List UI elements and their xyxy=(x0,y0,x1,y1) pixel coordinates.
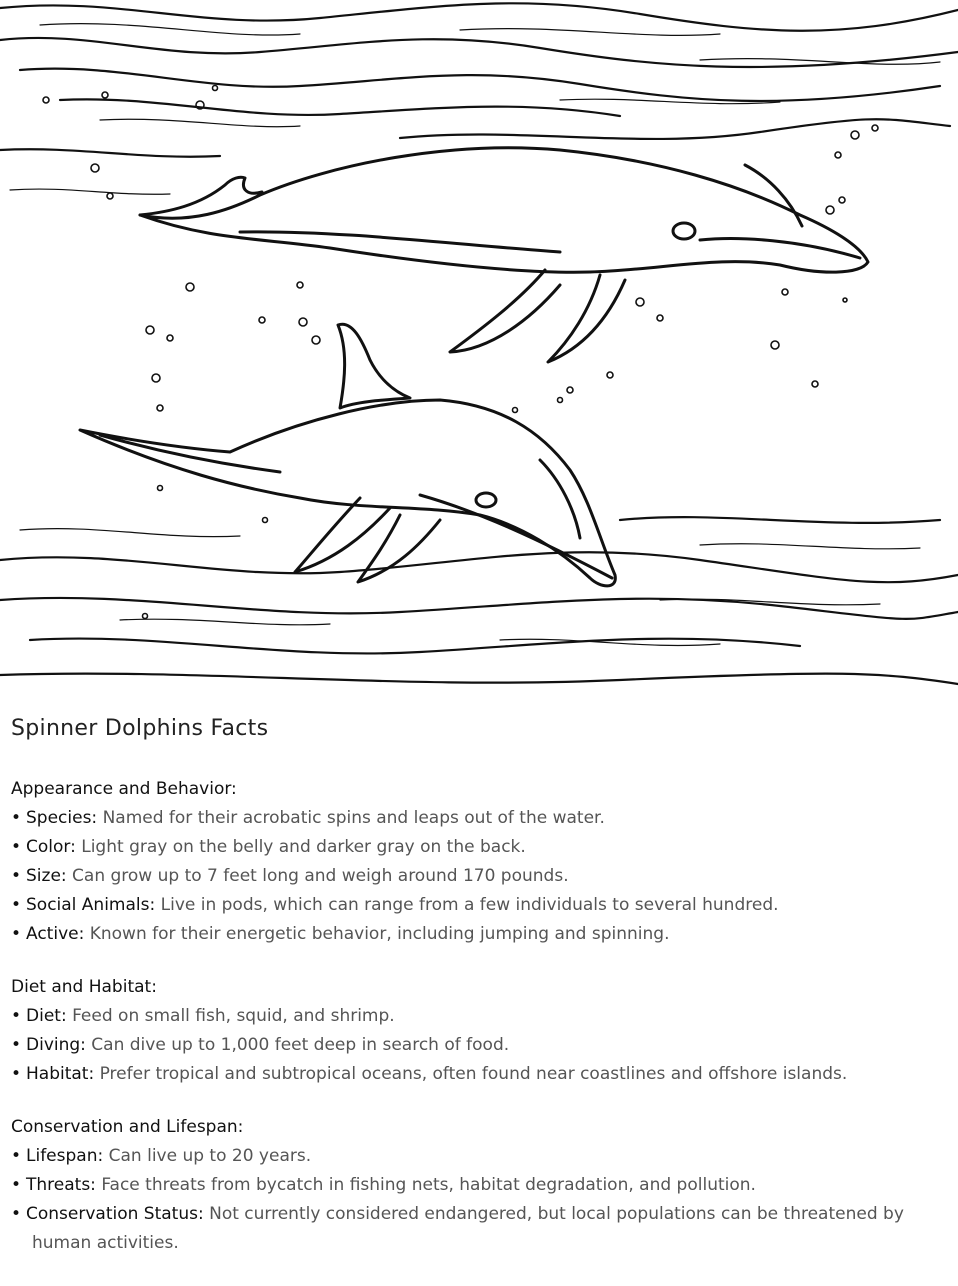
fact-item xyxy=(11,1031,946,1060)
fact-text: Feed on small fish, squid, and shrimp. xyxy=(72,1006,395,1026)
bullet-icon: • xyxy=(11,1035,22,1055)
bullet-icon: • xyxy=(11,837,22,857)
fact-item xyxy=(11,891,946,920)
upper-dolphin xyxy=(140,148,868,362)
lower-dolphin xyxy=(80,324,615,586)
fact-text: Light gray on the belly and darker gray on the back. xyxy=(81,837,526,857)
fact-label: Species: xyxy=(26,808,98,828)
fact-item xyxy=(11,1200,946,1258)
page-title: Spinner Dolphins Facts xyxy=(11,716,269,741)
fact-label: Diving: xyxy=(26,1035,86,1055)
fact-label: Conservation Status: xyxy=(26,1204,204,1224)
bullet-icon: • xyxy=(11,1175,22,1195)
bullet-icon: • xyxy=(11,1064,22,1084)
fact-text: Known for their energetic behavior, including jumping and spinning. xyxy=(89,924,670,944)
fact-label: Lifespan: xyxy=(26,1146,104,1166)
fact-label: Size: xyxy=(26,866,67,886)
section-conservation-lifespan xyxy=(11,1117,946,1258)
bullet-icon: • xyxy=(11,895,22,915)
fact-label: Color: xyxy=(26,837,76,857)
fact-item xyxy=(11,1142,946,1171)
fact-item xyxy=(11,804,946,833)
fact-label: Threats: xyxy=(26,1175,96,1195)
fact-item xyxy=(11,1060,946,1089)
fact-text: Not currently considered endangered, but local populations can be threatened by human activities. xyxy=(32,1204,904,1253)
fact-item xyxy=(11,862,946,891)
fact-text: Can dive up to 1,000 feet deep in search of food. xyxy=(91,1035,510,1055)
section-diet-habitat xyxy=(11,977,946,1089)
fact-label: Diet: xyxy=(26,1006,67,1026)
fact-text: Can grow up to 7 feet long and weigh around 170 pounds. xyxy=(72,866,569,886)
fact-item xyxy=(11,920,946,949)
bullet-icon: • xyxy=(11,866,22,886)
fact-text: Face threats from bycatch in fishing nets, habitat degradation, and pollution. xyxy=(101,1175,756,1195)
bullet-icon: • xyxy=(11,808,22,828)
fact-label: Social Animals: xyxy=(26,895,156,915)
fact-label: Active: xyxy=(26,924,85,944)
section-heading: Diet and Habitat: xyxy=(11,977,157,997)
lower-ripples xyxy=(20,529,920,646)
section-heading: Conservation and Lifespan: xyxy=(11,1117,244,1137)
fact-text: Live in pods, which can range from a few individuals to several hundred. xyxy=(160,895,779,915)
facts-panel xyxy=(11,716,946,1286)
bullet-icon: • xyxy=(11,1204,22,1224)
fact-item xyxy=(11,1002,946,1031)
section-heading: Appearance and Behavior: xyxy=(11,779,237,799)
bullet-icon: • xyxy=(11,1006,22,1026)
fact-text: Named for their acrobatic spins and leaps out of the water. xyxy=(102,808,605,828)
fact-item xyxy=(11,1171,946,1200)
lower-waves xyxy=(0,517,958,684)
fact-item xyxy=(11,833,946,862)
bullet-icon: • xyxy=(11,1146,22,1166)
fact-text: Prefer tropical and subtropical oceans, often found near coastlines and offshore islands. xyxy=(99,1064,848,1084)
fact-label: Habitat: xyxy=(26,1064,95,1084)
section-appearance-behavior xyxy=(11,779,946,949)
bullet-icon: • xyxy=(11,924,22,944)
fact-text: Can live up to 20 years. xyxy=(108,1146,312,1166)
